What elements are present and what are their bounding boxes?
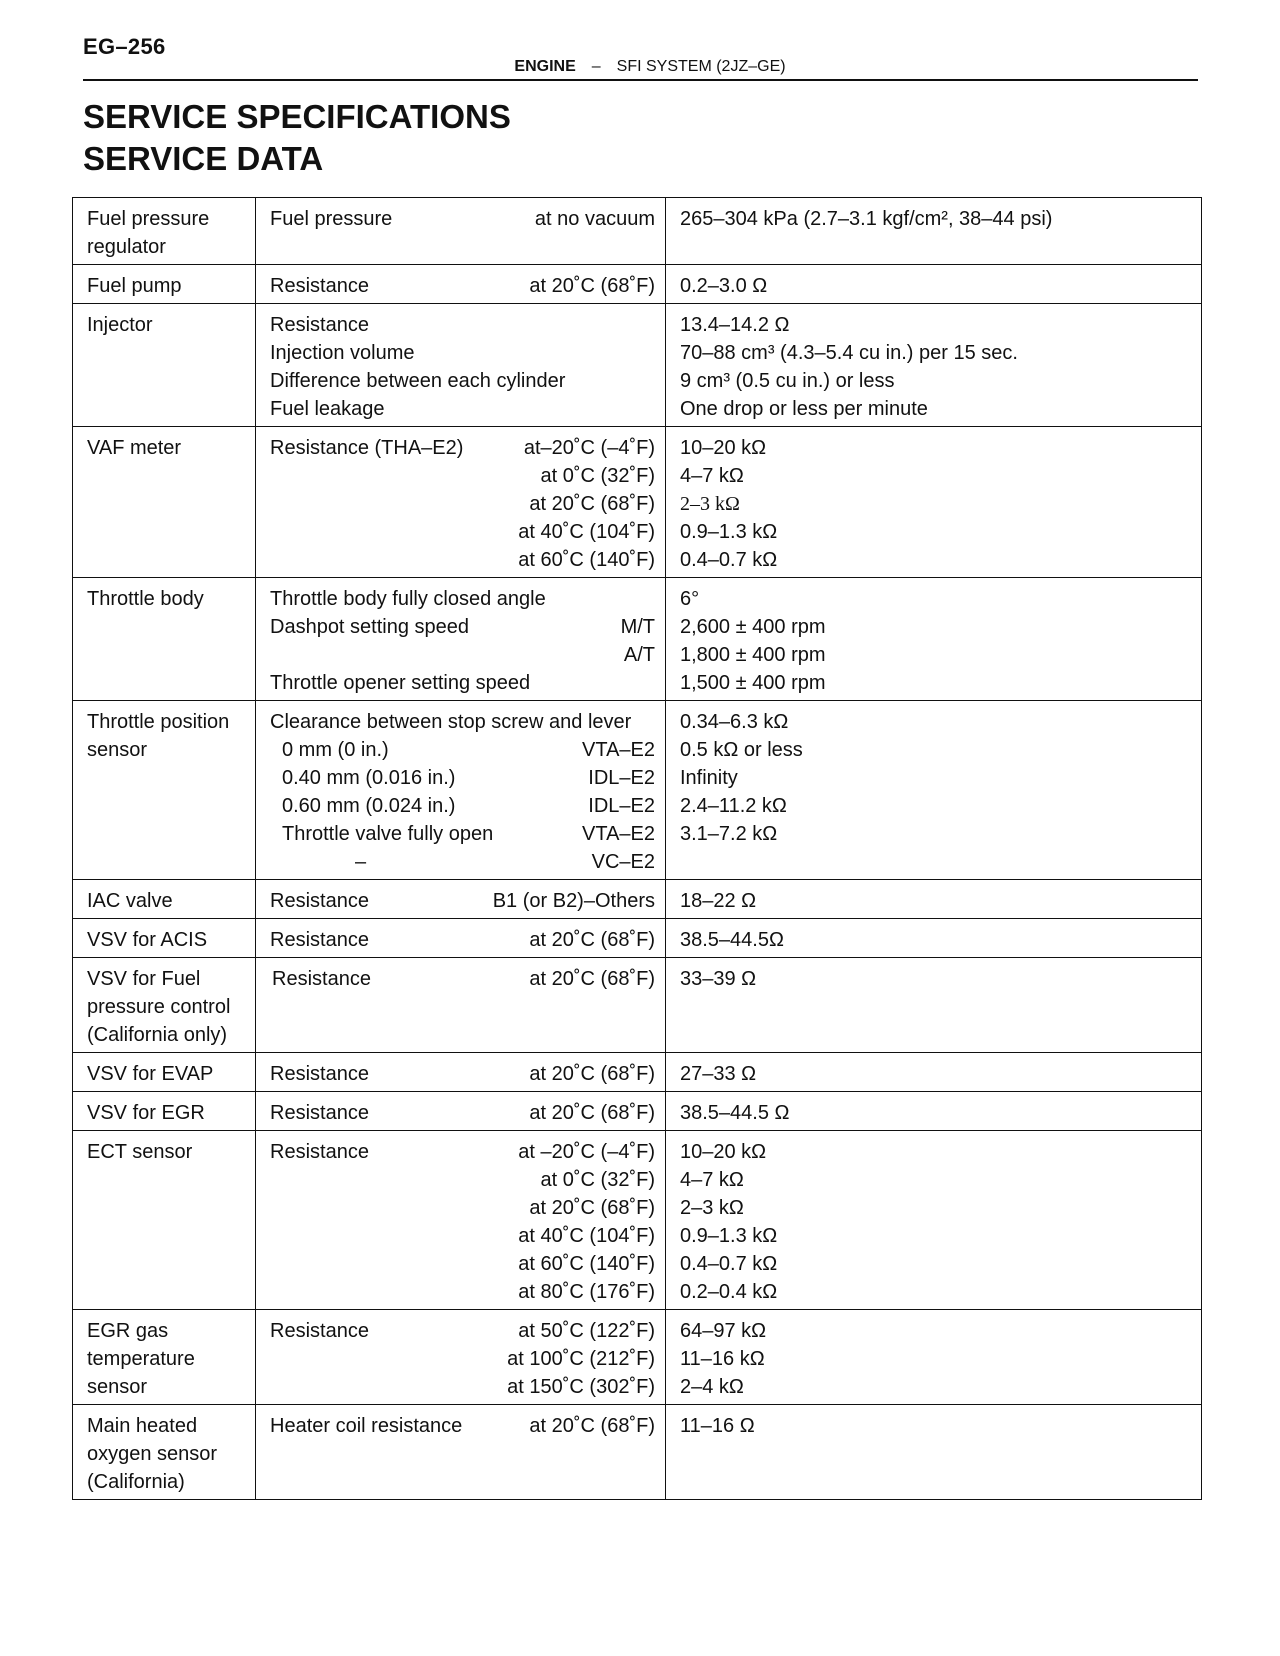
component-cell: VSV for EGR bbox=[73, 1092, 256, 1131]
item-condition: at 40˚C (104˚F) bbox=[518, 521, 655, 543]
item-cell bbox=[256, 1092, 666, 1131]
item-label: 0.40 mm (0.016 in.) bbox=[282, 767, 456, 789]
item-line bbox=[270, 613, 655, 641]
item-cell bbox=[256, 265, 666, 304]
item-condition: VTA–E2 bbox=[582, 823, 655, 845]
item-label: – bbox=[355, 851, 367, 873]
item-line bbox=[270, 490, 655, 518]
item-label: 0 mm (0 in.) bbox=[282, 739, 389, 761]
table-row bbox=[73, 1310, 1202, 1405]
service-data-body bbox=[73, 198, 1202, 1500]
item-line bbox=[270, 764, 655, 792]
item-line bbox=[272, 965, 655, 993]
item-label: Throttle body fully closed angle bbox=[270, 588, 546, 610]
item-condition: at –20˚C (–4˚F) bbox=[518, 1141, 655, 1163]
item-line bbox=[270, 367, 655, 395]
item-line bbox=[270, 585, 655, 613]
spec-value: One drop or less per minute bbox=[680, 398, 928, 420]
spec-value: 9 cm³ (0.5 cu in.) or less bbox=[680, 370, 895, 392]
item-cell bbox=[256, 1131, 666, 1310]
item-cell bbox=[256, 198, 666, 265]
title-line-1: SERVICE SPECIFICATIONS bbox=[83, 98, 511, 135]
spec-value: 11–16 kΩ bbox=[680, 1348, 765, 1370]
component-cell: Fuel pump bbox=[73, 265, 256, 304]
item-condition: at 20˚C (68˚F) bbox=[529, 1063, 655, 1085]
item-line bbox=[270, 887, 655, 915]
item-condition: at 20˚C (68˚F) bbox=[529, 493, 655, 515]
item-line bbox=[270, 395, 655, 423]
value-cell bbox=[666, 880, 1202, 919]
item-condition: at 0˚C (32˚F) bbox=[540, 465, 655, 487]
spec-value: 1,800 ± 400 rpm bbox=[680, 644, 826, 666]
item-label: 0.60 mm (0.024 in.) bbox=[282, 795, 456, 817]
value-cell bbox=[666, 427, 1202, 578]
spec-value: 2–3 kΩ bbox=[680, 1197, 744, 1219]
item-condition: at–20˚C (–4˚F) bbox=[523, 437, 655, 459]
item-line bbox=[270, 1250, 655, 1278]
item-cell bbox=[256, 304, 666, 427]
service-data-table bbox=[72, 197, 1202, 1500]
item-line bbox=[270, 1166, 655, 1194]
title-line-2: SERVICE DATA bbox=[83, 140, 324, 177]
item-label: Dashpot setting speed bbox=[270, 616, 470, 638]
item-label: Resistance (THA–E2) bbox=[270, 437, 464, 459]
spec-value: 13.4–14.2 Ω bbox=[680, 314, 790, 336]
item-label: Resistance bbox=[270, 1320, 369, 1342]
spec-value: 38.5–44.5Ω bbox=[680, 929, 784, 951]
value-cell bbox=[666, 265, 1202, 304]
spec-value: 38.5–44.5 Ω bbox=[680, 1102, 790, 1124]
item-line bbox=[270, 669, 655, 697]
item-condition: at 0˚C (32˚F) bbox=[540, 1169, 655, 1191]
item-condition: IDL–E2 bbox=[588, 767, 655, 789]
item-condition: at no vacuum bbox=[534, 208, 655, 230]
item-cell bbox=[256, 880, 666, 919]
component-cell: ECT sensor bbox=[73, 1131, 256, 1310]
item-line bbox=[270, 518, 655, 546]
table-row bbox=[73, 1405, 1202, 1500]
item-condition: A/T bbox=[623, 644, 655, 666]
item-condition: B1 (or B2)–Others bbox=[492, 890, 655, 912]
item-cell bbox=[256, 1405, 666, 1500]
item-condition: at 20˚C (68˚F) bbox=[529, 929, 655, 951]
item-line bbox=[270, 1099, 655, 1127]
component-cell: IAC valve bbox=[73, 880, 256, 919]
item-cell bbox=[256, 919, 666, 958]
item-label: Resistance bbox=[270, 890, 369, 912]
item-cell bbox=[256, 701, 666, 880]
component-cell: VSV for Fuel pressure control (California only) bbox=[73, 958, 256, 1053]
table-row bbox=[73, 1092, 1202, 1131]
subsection-name: SFI SYSTEM (2JZ–GE) bbox=[616, 58, 786, 75]
value-cell bbox=[666, 1053, 1202, 1092]
item-condition: at 150˚C (302˚F) bbox=[507, 1376, 655, 1398]
spec-value: 3.1–7.2 kΩ bbox=[680, 823, 778, 845]
item-label: Fuel leakage bbox=[270, 398, 385, 420]
component-cell: Throttle position sensor bbox=[73, 701, 256, 880]
item-label: Resistance bbox=[270, 314, 369, 336]
section-name: ENGINE bbox=[514, 58, 576, 75]
table-row bbox=[73, 265, 1202, 304]
value-cell bbox=[666, 701, 1202, 880]
spec-value: 6° bbox=[680, 588, 700, 610]
component-cell: Throttle body bbox=[73, 578, 256, 701]
running-header bbox=[0, 58, 1280, 76]
item-condition: at 20˚C (68˚F) bbox=[529, 968, 655, 990]
item-condition: M/T bbox=[620, 616, 655, 638]
spec-value: 0.5 kΩ or less bbox=[680, 739, 803, 761]
component-cell: Fuel pressure regulator bbox=[73, 198, 256, 265]
item-label: Throttle valve fully open bbox=[282, 823, 494, 845]
spec-value: 0.34–6.3 kΩ bbox=[680, 711, 789, 733]
value-cell bbox=[666, 1131, 1202, 1310]
table-row bbox=[73, 919, 1202, 958]
spec-value: 18–22 Ω bbox=[680, 890, 757, 912]
table-row bbox=[73, 880, 1202, 919]
item-line bbox=[270, 1412, 655, 1440]
table-row bbox=[73, 578, 1202, 701]
item-label: Injection volume bbox=[270, 342, 415, 364]
spec-value: 0.2–3.0 Ω bbox=[680, 275, 768, 297]
item-label: Difference between each cylinder bbox=[270, 370, 566, 392]
header-separator: – bbox=[591, 58, 601, 75]
spec-value: 265–304 kPa (2.7–3.1 kgf/cm², 38–44 psi) bbox=[680, 208, 1053, 230]
value-cell bbox=[666, 1092, 1202, 1131]
item-line bbox=[270, 205, 655, 233]
spec-value: 64–97 kΩ bbox=[680, 1320, 767, 1342]
item-line bbox=[270, 641, 655, 669]
item-condition: at 60˚C (140˚F) bbox=[518, 1253, 655, 1275]
value-cell bbox=[666, 1405, 1202, 1500]
value-cell bbox=[666, 919, 1202, 958]
item-label: Heater coil resistance bbox=[270, 1415, 463, 1437]
page-title bbox=[83, 96, 511, 180]
item-condition: VC–E2 bbox=[591, 851, 655, 873]
component-cell: Main heated oxygen sensor (California) bbox=[73, 1405, 256, 1500]
component-cell: VSV for EVAP bbox=[73, 1053, 256, 1092]
table-row bbox=[73, 427, 1202, 578]
spec-value: 0.9–1.3 kΩ bbox=[680, 521, 778, 543]
table-row bbox=[73, 1053, 1202, 1092]
item-line bbox=[270, 339, 655, 367]
value-cell bbox=[666, 198, 1202, 265]
item-cell bbox=[256, 578, 666, 701]
item-condition: at 100˚C (212˚F) bbox=[507, 1348, 655, 1370]
item-condition: at 20˚C (68˚F) bbox=[529, 275, 655, 297]
item-label: Resistance bbox=[270, 1102, 369, 1124]
spec-value: 0.2–0.4 kΩ bbox=[680, 1281, 778, 1303]
spec-value: 10–20 kΩ bbox=[680, 437, 767, 459]
spec-value: 2–4 kΩ bbox=[680, 1376, 744, 1398]
item-condition: IDL–E2 bbox=[588, 795, 655, 817]
value-cell bbox=[666, 304, 1202, 427]
item-line bbox=[270, 848, 655, 876]
item-condition: at 80˚C (176˚F) bbox=[518, 1281, 655, 1303]
item-cell bbox=[256, 1053, 666, 1092]
spec-value: 1,500 ± 400 rpm bbox=[680, 672, 826, 694]
item-condition: at 20˚C (68˚F) bbox=[529, 1102, 655, 1124]
value-cell bbox=[666, 578, 1202, 701]
item-line bbox=[270, 820, 655, 848]
item-label: Resistance bbox=[270, 929, 369, 951]
header-rule bbox=[83, 79, 1198, 81]
item-condition: at 60˚C (140˚F) bbox=[518, 549, 655, 571]
item-cell bbox=[256, 427, 666, 578]
table-row bbox=[73, 701, 1202, 880]
item-line bbox=[270, 434, 655, 462]
item-cell bbox=[256, 958, 666, 1053]
item-line bbox=[270, 1317, 655, 1345]
spec-value: 10–20 kΩ bbox=[680, 1141, 767, 1163]
spec-value: 33–39 Ω bbox=[680, 968, 757, 990]
item-condition: at 20˚C (68˚F) bbox=[529, 1415, 655, 1437]
spec-value: 2,600 ± 400 rpm bbox=[680, 616, 826, 638]
table-row bbox=[73, 958, 1202, 1053]
item-cell bbox=[256, 1310, 666, 1405]
item-line bbox=[270, 272, 655, 300]
item-condition: at 40˚C (104˚F) bbox=[518, 1225, 655, 1247]
item-line bbox=[270, 792, 655, 820]
item-line bbox=[270, 708, 655, 736]
item-line bbox=[270, 462, 655, 490]
component-cell: Injector bbox=[73, 304, 256, 427]
spec-value: 4–7 kΩ bbox=[680, 465, 744, 487]
component-cell: VAF meter bbox=[73, 427, 256, 578]
item-line bbox=[270, 1278, 655, 1306]
item-line bbox=[270, 736, 655, 764]
spec-value: 2–3 kΩ bbox=[680, 493, 740, 515]
spec-value: 11–16 Ω bbox=[680, 1415, 755, 1437]
item-line bbox=[270, 546, 655, 574]
spec-value: 4–7 kΩ bbox=[680, 1169, 744, 1191]
table-row bbox=[73, 198, 1202, 265]
table-row bbox=[73, 1131, 1202, 1310]
item-condition: at 50˚C (122˚F) bbox=[518, 1320, 655, 1342]
component-cell: VSV for ACIS bbox=[73, 919, 256, 958]
spec-value: 2.4–11.2 kΩ bbox=[680, 795, 787, 817]
page-number: EG–256 bbox=[83, 34, 166, 59]
item-label: Resistance bbox=[272, 968, 371, 990]
item-line bbox=[270, 1138, 655, 1166]
value-cell bbox=[666, 958, 1202, 1053]
component-cell: EGR gas temperature sensor bbox=[73, 1310, 256, 1405]
item-condition: at 20˚C (68˚F) bbox=[529, 1197, 655, 1219]
item-label: Resistance bbox=[270, 275, 369, 297]
item-line bbox=[270, 1194, 655, 1222]
table-row bbox=[73, 304, 1202, 427]
item-line bbox=[270, 1222, 655, 1250]
item-line bbox=[270, 1345, 655, 1373]
item-label: Clearance between stop screw and lever bbox=[270, 711, 632, 733]
value-cell bbox=[666, 1310, 1202, 1405]
spec-value: 70–88 cm³ (4.3–5.4 cu in.) per 15 sec. bbox=[680, 342, 1018, 364]
item-line bbox=[270, 926, 655, 954]
spec-value: 0.4–0.7 kΩ bbox=[680, 549, 778, 571]
spec-value: 0.9–1.3 kΩ bbox=[680, 1225, 778, 1247]
item-line bbox=[270, 1373, 655, 1401]
item-label: Fuel pressure bbox=[270, 208, 393, 230]
item-label: Throttle opener setting speed bbox=[270, 672, 531, 694]
spec-value: 0.4–0.7 kΩ bbox=[680, 1253, 778, 1275]
item-label: Resistance bbox=[270, 1063, 369, 1085]
spec-value: 27–33 Ω bbox=[680, 1063, 757, 1085]
spec-value: Infinity bbox=[680, 767, 738, 789]
item-label: Resistance bbox=[270, 1141, 369, 1163]
item-condition: VTA–E2 bbox=[582, 739, 655, 761]
item-line bbox=[270, 311, 655, 339]
item-line bbox=[270, 1060, 655, 1088]
